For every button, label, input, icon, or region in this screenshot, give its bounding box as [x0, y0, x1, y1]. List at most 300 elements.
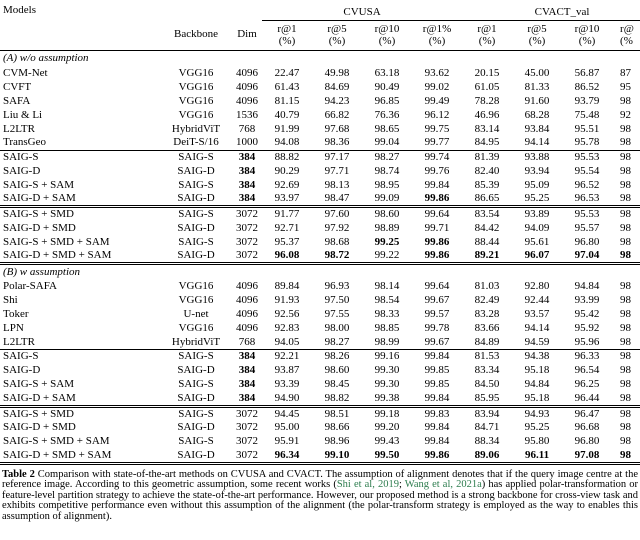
metric-value: 20.15: [474, 66, 500, 79]
backbone-name: SAIG-D: [177, 421, 215, 433]
metric-value: 94.14: [524, 322, 550, 334]
metric-value: 84.71: [474, 421, 500, 433]
metric-value: 99.85: [424, 378, 450, 390]
column-header-cvact-clipped: r@ (%: [612, 20, 640, 50]
metric-value: 97.55: [324, 308, 350, 320]
metric-value: 83.28: [474, 308, 500, 320]
dim-value: 3072: [232, 207, 262, 222]
header-spacer: [160, 3, 232, 20]
metric-value: 95.57: [574, 221, 600, 234]
metric-value: 97.92: [324, 221, 350, 234]
metric-value: 81.39: [462, 150, 512, 164]
metric-value: 99.86: [424, 235, 450, 248]
column-header-cvusa-r1: r@1 (%): [262, 20, 312, 50]
metric-value: 99.64: [412, 207, 462, 222]
table-row: [0, 136, 640, 150]
metric-value: 99.71: [424, 221, 450, 234]
metric-value: 99.76: [424, 164, 450, 177]
table-row: [0, 94, 640, 108]
metric-value: 99.25: [374, 235, 400, 248]
metric-value: 98: [620, 391, 632, 404]
metric-value: 93.89: [512, 207, 562, 222]
backbone-name: SAIG-S: [178, 235, 214, 248]
metric-value: 99.04: [374, 136, 400, 149]
metric-value: 94.09: [524, 221, 550, 234]
metric-value: 96.12: [424, 108, 450, 121]
metric-value: 92.44: [524, 294, 550, 306]
table-row: [0, 207, 640, 222]
metric-value: 92.56: [274, 308, 300, 320]
backbone-name: VGG16: [178, 280, 214, 292]
metric-value: 95.61: [524, 235, 550, 248]
model-name: SAIG-D: [3, 364, 41, 376]
metric-value: 96.53: [574, 192, 600, 204]
metric-value: 94.23: [324, 94, 350, 107]
caption-text: ) has applied polar-transformation or feature-level partition strategy to achieve the state-of-the-art performance. However, our proposed method is a strong backbone for cross-view task and exhibits competitive performance even without this assumption of the alignment (the polar-transform strategy is employed as the way to enables this assumption of alignment).: [2, 479, 639, 522]
metric-value: 87: [620, 66, 632, 79]
metric-value: 96.85: [374, 94, 400, 107]
metric-value: 95.18: [524, 391, 550, 404]
metric-value: 93.84: [524, 122, 550, 135]
model-name: LPN: [3, 322, 24, 334]
metric-value: 95: [620, 80, 632, 93]
metric-value: 98.72: [324, 249, 350, 261]
table-row: [0, 322, 640, 336]
dim-value: 3072: [232, 406, 262, 421]
metric-value: 92.80: [524, 280, 550, 292]
metric-value: 96.08: [274, 249, 300, 261]
metric-value: 83.54: [462, 207, 512, 222]
backbone-name: DeiT-S/16: [173, 136, 219, 149]
metric-value: 99.49: [424, 94, 450, 107]
dim-value: 384: [238, 192, 256, 204]
metric-value: 94.84: [524, 378, 550, 390]
metric-value: 61.43: [274, 80, 300, 93]
table-row: [0, 280, 640, 294]
table-body: [0, 50, 640, 463]
metric-value: 83.66: [474, 322, 500, 334]
table-row: [0, 406, 640, 421]
metric-value: 40.79: [274, 108, 300, 121]
caption-text: ;: [398, 479, 405, 491]
metric-value: 61.05: [474, 80, 500, 93]
metric-value: 98.26: [312, 350, 362, 364]
section-label-row: [0, 264, 640, 280]
metric-value: 94.38: [512, 350, 562, 364]
model-name: SAIG-S + SMD: [0, 406, 160, 421]
metric-value: 98.51: [312, 406, 362, 421]
metric-value: 95.09: [524, 178, 550, 191]
section-label: (A) w/o assumption: [3, 51, 89, 64]
metric-value: 93.57: [524, 308, 550, 320]
metric-value: 95.92: [574, 322, 600, 334]
backbone-name: VGG16: [178, 94, 214, 107]
metric-value: 98: [620, 192, 632, 204]
metric-value: 98: [620, 435, 632, 447]
metric-value: 95.37: [274, 235, 300, 248]
metric-value: 98.66: [324, 421, 350, 433]
table-row: [0, 108, 640, 122]
metric-value: 92.21: [262, 350, 312, 364]
model-name: Liu & Li: [3, 108, 43, 121]
metric-value: 85.39: [474, 178, 500, 191]
header-spacer: [232, 3, 262, 20]
metric-value: 81.53: [462, 350, 512, 364]
metric-value: 99.74: [412, 150, 462, 164]
metric-value: 68.28: [524, 108, 550, 121]
metric-value: 99.86: [424, 192, 450, 204]
metric-value: 81.33: [524, 80, 550, 93]
metric-value: 83.94: [462, 406, 512, 421]
dim-value: 384: [238, 378, 256, 390]
metric-value: 56.87: [574, 66, 600, 79]
metric-value: 99.43: [374, 435, 400, 447]
column-header-cvusa-r1pct: r@1% (%): [412, 20, 462, 50]
model-name: SAIG-S + SAM: [3, 378, 74, 390]
metric-value: 82.49: [474, 294, 500, 306]
table-row: [0, 150, 640, 164]
column-header-models: Models: [0, 3, 160, 50]
metric-value: 95.00: [274, 421, 300, 433]
metric-value: 99.20: [374, 421, 400, 433]
model-name: Toker: [3, 308, 29, 320]
metric-value: 46.96: [474, 108, 500, 121]
model-name: SAIG-S: [0, 350, 160, 364]
group-header-row: [0, 3, 640, 20]
metric-value: 98.27: [362, 150, 412, 164]
metric-value: 94.90: [274, 391, 300, 404]
model-name: SAIG-D: [3, 164, 41, 177]
table-row: [0, 80, 640, 94]
column-header-cvusa-r5: r@5 (%): [312, 20, 362, 50]
caption-label: Table 2: [2, 468, 35, 480]
model-name: SAIG-D + SMD: [3, 221, 76, 234]
metric-value: 98: [620, 136, 632, 149]
metric-value: 81.15: [274, 94, 300, 107]
metric-value: 92: [620, 108, 632, 121]
dim-value: 768: [238, 335, 256, 348]
metric-value: 98.65: [374, 122, 400, 135]
metric-value: 98: [620, 335, 632, 348]
metric-value: 97.17: [312, 150, 362, 164]
dim-value: 3072: [236, 435, 258, 447]
metric-value: 92.83: [274, 322, 300, 334]
metric-value: 95.96: [574, 335, 600, 348]
metric-value: 99.18: [362, 406, 412, 421]
metric-value: 97.71: [324, 164, 350, 177]
model-name: SAIG-D + SMD + SAM: [0, 449, 160, 464]
metric-value: 99.22: [374, 249, 400, 261]
backbone-name: SAIG-S: [178, 178, 214, 191]
metric-value: 99.30: [374, 378, 400, 390]
metric-value: 94.84: [574, 280, 600, 292]
metric-value: 98: [612, 150, 640, 164]
metric-value: 96.47: [562, 406, 612, 421]
metric-value: 98: [620, 249, 632, 261]
dim-value: 384: [232, 350, 262, 364]
metric-value: 98.60: [324, 364, 350, 376]
model-name: SAIG-S + SAM: [3, 178, 74, 191]
metric-value: 98: [620, 364, 632, 376]
metric-value: 93.94: [524, 164, 550, 177]
metric-value: 96.52: [574, 178, 600, 191]
table-row: [0, 66, 640, 80]
metric-value: 94.93: [512, 406, 562, 421]
metric-value: 96.33: [562, 350, 612, 364]
model-name: SAIG-D + SAM: [3, 192, 76, 204]
model-name: CVM-Net: [3, 66, 48, 79]
dim-value: 384: [238, 364, 256, 376]
table-row: [0, 178, 640, 192]
dim-value: 3072: [236, 249, 258, 261]
metric-value: 98: [620, 235, 632, 248]
table-row: [0, 235, 640, 249]
metric-value: 96.80: [574, 235, 600, 248]
dim-value: 4096: [236, 308, 258, 320]
metric-value: 98.95: [374, 178, 400, 191]
backbone-name: SAIG-S: [160, 350, 232, 364]
metric-value: 99.86: [412, 449, 462, 464]
metric-value: 97.50: [324, 294, 350, 306]
metric-value: 95.25: [524, 421, 550, 433]
model-name: CVFT: [3, 80, 32, 93]
metric-value: 96.44: [574, 391, 600, 404]
metric-value: 98.82: [324, 391, 350, 404]
metric-value: 88.82: [262, 150, 312, 164]
metric-value: 49.98: [324, 66, 350, 79]
dim-value: 3072: [236, 421, 258, 433]
metric-value: 98.74: [374, 164, 400, 177]
metric-value: 98: [620, 164, 632, 177]
dim-value: 4096: [236, 94, 258, 107]
metric-value: 96.11: [512, 449, 562, 464]
metric-value: 98: [620, 294, 632, 306]
metric-value: 84.95: [474, 136, 500, 149]
dim-value: 384: [238, 391, 256, 404]
metric-value: 90.49: [374, 80, 400, 93]
model-name: TransGeo: [3, 136, 46, 149]
metric-value: 98: [620, 378, 632, 390]
metric-value: 96.34: [262, 449, 312, 464]
metric-value: 99.10: [312, 449, 362, 464]
metric-value: 98: [620, 178, 632, 191]
dim-value: 4096: [236, 294, 258, 306]
metric-value: 82.40: [474, 164, 500, 177]
metric-value: 99.84: [424, 391, 450, 404]
metric-value: 98.13: [324, 178, 350, 191]
metric-value: 86.52: [574, 80, 600, 93]
metric-value: 98.60: [362, 207, 412, 222]
table-row: [0, 164, 640, 178]
metric-value: 84.69: [324, 80, 350, 93]
metric-value: 85.95: [474, 391, 500, 404]
dim-value: 4096: [236, 322, 258, 334]
table-row: [0, 249, 640, 264]
table-row: [0, 350, 640, 364]
metric-value: 95.53: [562, 150, 612, 164]
column-header-dim: Dim: [232, 20, 262, 50]
metric-value: 98: [620, 308, 632, 320]
metric-value: 96.54: [574, 364, 600, 376]
citation-link[interactable]: Wang et al, 2021a: [404, 479, 482, 491]
model-name: SAIG-D + SAM: [3, 391, 76, 404]
metric-value: 89.84: [274, 280, 300, 292]
metric-value: 99.83: [412, 406, 462, 421]
metric-value: 95.25: [524, 192, 550, 204]
backbone-name: SAIG-D: [177, 164, 215, 177]
metric-value: 99.77: [424, 136, 450, 149]
metric-value: 84.50: [474, 378, 500, 390]
table-row: [0, 449, 640, 464]
dim-value: 4096: [236, 66, 258, 79]
dim-value: 3072: [232, 449, 262, 464]
metric-value: 95.78: [574, 136, 600, 149]
metric-value: 98: [620, 322, 632, 334]
metric-value: 99.67: [424, 294, 450, 306]
dim-value: 384: [238, 164, 256, 177]
model-name: Polar-SAFA: [3, 280, 57, 292]
model-name: Shi: [3, 294, 18, 306]
metric-value: 45.00: [524, 66, 550, 79]
metric-value: 96.25: [574, 378, 600, 390]
dim-value: 768: [238, 122, 256, 135]
metric-value: 93.99: [574, 294, 600, 306]
table-caption: [2, 470, 638, 523]
metric-value: 98.45: [324, 378, 350, 390]
metric-value: 97.04: [574, 249, 600, 261]
table-row: [0, 122, 640, 136]
backbone-name: SAIG-D: [160, 449, 232, 464]
model-name: SAIG-S + SMD + SAM: [3, 435, 110, 447]
metric-value: 66.82: [324, 108, 350, 121]
dim-value: 4096: [236, 280, 258, 292]
model-name: L2LTR: [3, 122, 35, 135]
metric-value: 99.02: [424, 80, 450, 93]
metric-value: 94.45: [262, 406, 312, 421]
metric-value: 99.09: [374, 192, 400, 204]
backbone-name: SAIG-D: [177, 364, 215, 376]
metric-value: 93.87: [274, 364, 300, 376]
metric-value: 96.07: [524, 249, 550, 261]
metric-value: 91.77: [262, 207, 312, 222]
metric-value: 84.42: [474, 221, 500, 234]
metric-value: 95.51: [574, 122, 600, 135]
column-header-cvact-r5: r@5 (%): [512, 20, 562, 50]
metric-value: 98: [612, 207, 640, 222]
metric-value: 98.89: [374, 221, 400, 234]
metric-value: 63.18: [374, 66, 400, 79]
metric-value: 92.69: [274, 178, 300, 191]
backbone-name: VGG16: [178, 294, 214, 306]
metric-value: 99.75: [424, 122, 450, 135]
metric-value: 97.08: [562, 449, 612, 464]
metric-value: 98.96: [324, 435, 350, 447]
metric-value: 86.65: [474, 192, 500, 204]
metric-value: 98.27: [324, 335, 350, 348]
metric-value: 95.54: [574, 164, 600, 177]
metric-value: 99.84: [424, 421, 450, 433]
caption-text: Comparison with state-of-the-art methods on CVUSA and CVACT. The assumption of alignment denotes that if the query image centre at the reference image. According to this geometric assumption, some recent works (: [2, 468, 638, 491]
metric-value: 98: [620, 421, 632, 433]
metric-value: 99.85: [424, 364, 450, 376]
metric-value: 88.44: [474, 235, 500, 248]
backbone-name: VGG16: [178, 80, 214, 93]
dim-value: 1536: [236, 108, 258, 121]
metric-value: 98.00: [324, 322, 350, 334]
dim-value: 3072: [236, 235, 258, 248]
metric-value: 96.93: [324, 280, 350, 292]
group-header-cvusa: CVUSA: [262, 3, 462, 20]
metric-value: 98.36: [324, 136, 350, 149]
backbone-name: HybridViT: [171, 122, 221, 135]
metric-value: 99.78: [424, 322, 450, 334]
metric-value: 89.06: [462, 449, 512, 464]
model-name: SAFA: [3, 94, 31, 107]
model-name: SAIG-S + SMD + SAM: [3, 235, 110, 248]
metric-value: 88.34: [474, 435, 500, 447]
metric-value: 93.88: [512, 150, 562, 164]
metric-value: 91.60: [524, 94, 550, 107]
metric-value: 99.67: [424, 335, 450, 348]
column-header-cvact-r1: r@1 (%): [462, 20, 512, 50]
metric-value: 99.86: [424, 249, 450, 261]
dim-value: 3072: [236, 221, 258, 234]
metric-value: 94.59: [524, 335, 550, 348]
metric-value: 98.14: [374, 280, 400, 292]
metric-value: 90.29: [274, 164, 300, 177]
metric-value: 98: [612, 449, 640, 464]
table-row: [0, 421, 640, 435]
backbone-name: HybridViT: [171, 335, 221, 348]
dim-value: 384: [238, 178, 256, 191]
metric-value: 97.68: [324, 122, 350, 135]
metric-value: 99.16: [362, 350, 412, 364]
metric-value: 98: [620, 221, 632, 234]
group-header-cvact-val: CVACT_val: [462, 3, 640, 20]
citation-link[interactable]: Shi et al, 2019: [336, 479, 399, 491]
dim-value: 1000: [236, 136, 258, 149]
metric-value: 95.18: [524, 364, 550, 376]
metric-value: 93.97: [274, 192, 300, 204]
table-row: [0, 378, 640, 392]
metric-value: 94.05: [274, 335, 300, 348]
section-label-row: [0, 50, 640, 66]
metric-value: 96.68: [574, 421, 600, 433]
backbone-name: SAIG-S: [178, 378, 214, 390]
metric-value: 99.84: [424, 178, 450, 191]
metric-value: 75.48: [574, 108, 600, 121]
dim-value: 384: [232, 150, 262, 164]
metric-value: 93.39: [274, 378, 300, 390]
model-name: SAIG-S: [0, 150, 160, 164]
backbone-name: VGG16: [178, 322, 214, 334]
metric-value: 93.62: [424, 66, 450, 79]
backbone-name: SAIG-S: [160, 406, 232, 421]
backbone-name: SAIG-S: [160, 150, 232, 164]
backbone-name: VGG16: [178, 108, 214, 121]
metric-value: 99.84: [412, 350, 462, 364]
metric-value: 99.30: [374, 364, 400, 376]
backbone-name: SAIG-D: [177, 391, 215, 404]
section-label: (B) w assumption: [0, 264, 640, 280]
metric-value: 89.21: [474, 249, 500, 261]
metric-value: 99.84: [424, 435, 450, 447]
backbone-name: SAIG-D: [177, 249, 215, 261]
metric-value: 94.08: [274, 136, 300, 149]
metric-value: 99.64: [424, 280, 450, 292]
metric-value: 98: [620, 94, 632, 107]
metric-value: 98.68: [324, 235, 350, 248]
